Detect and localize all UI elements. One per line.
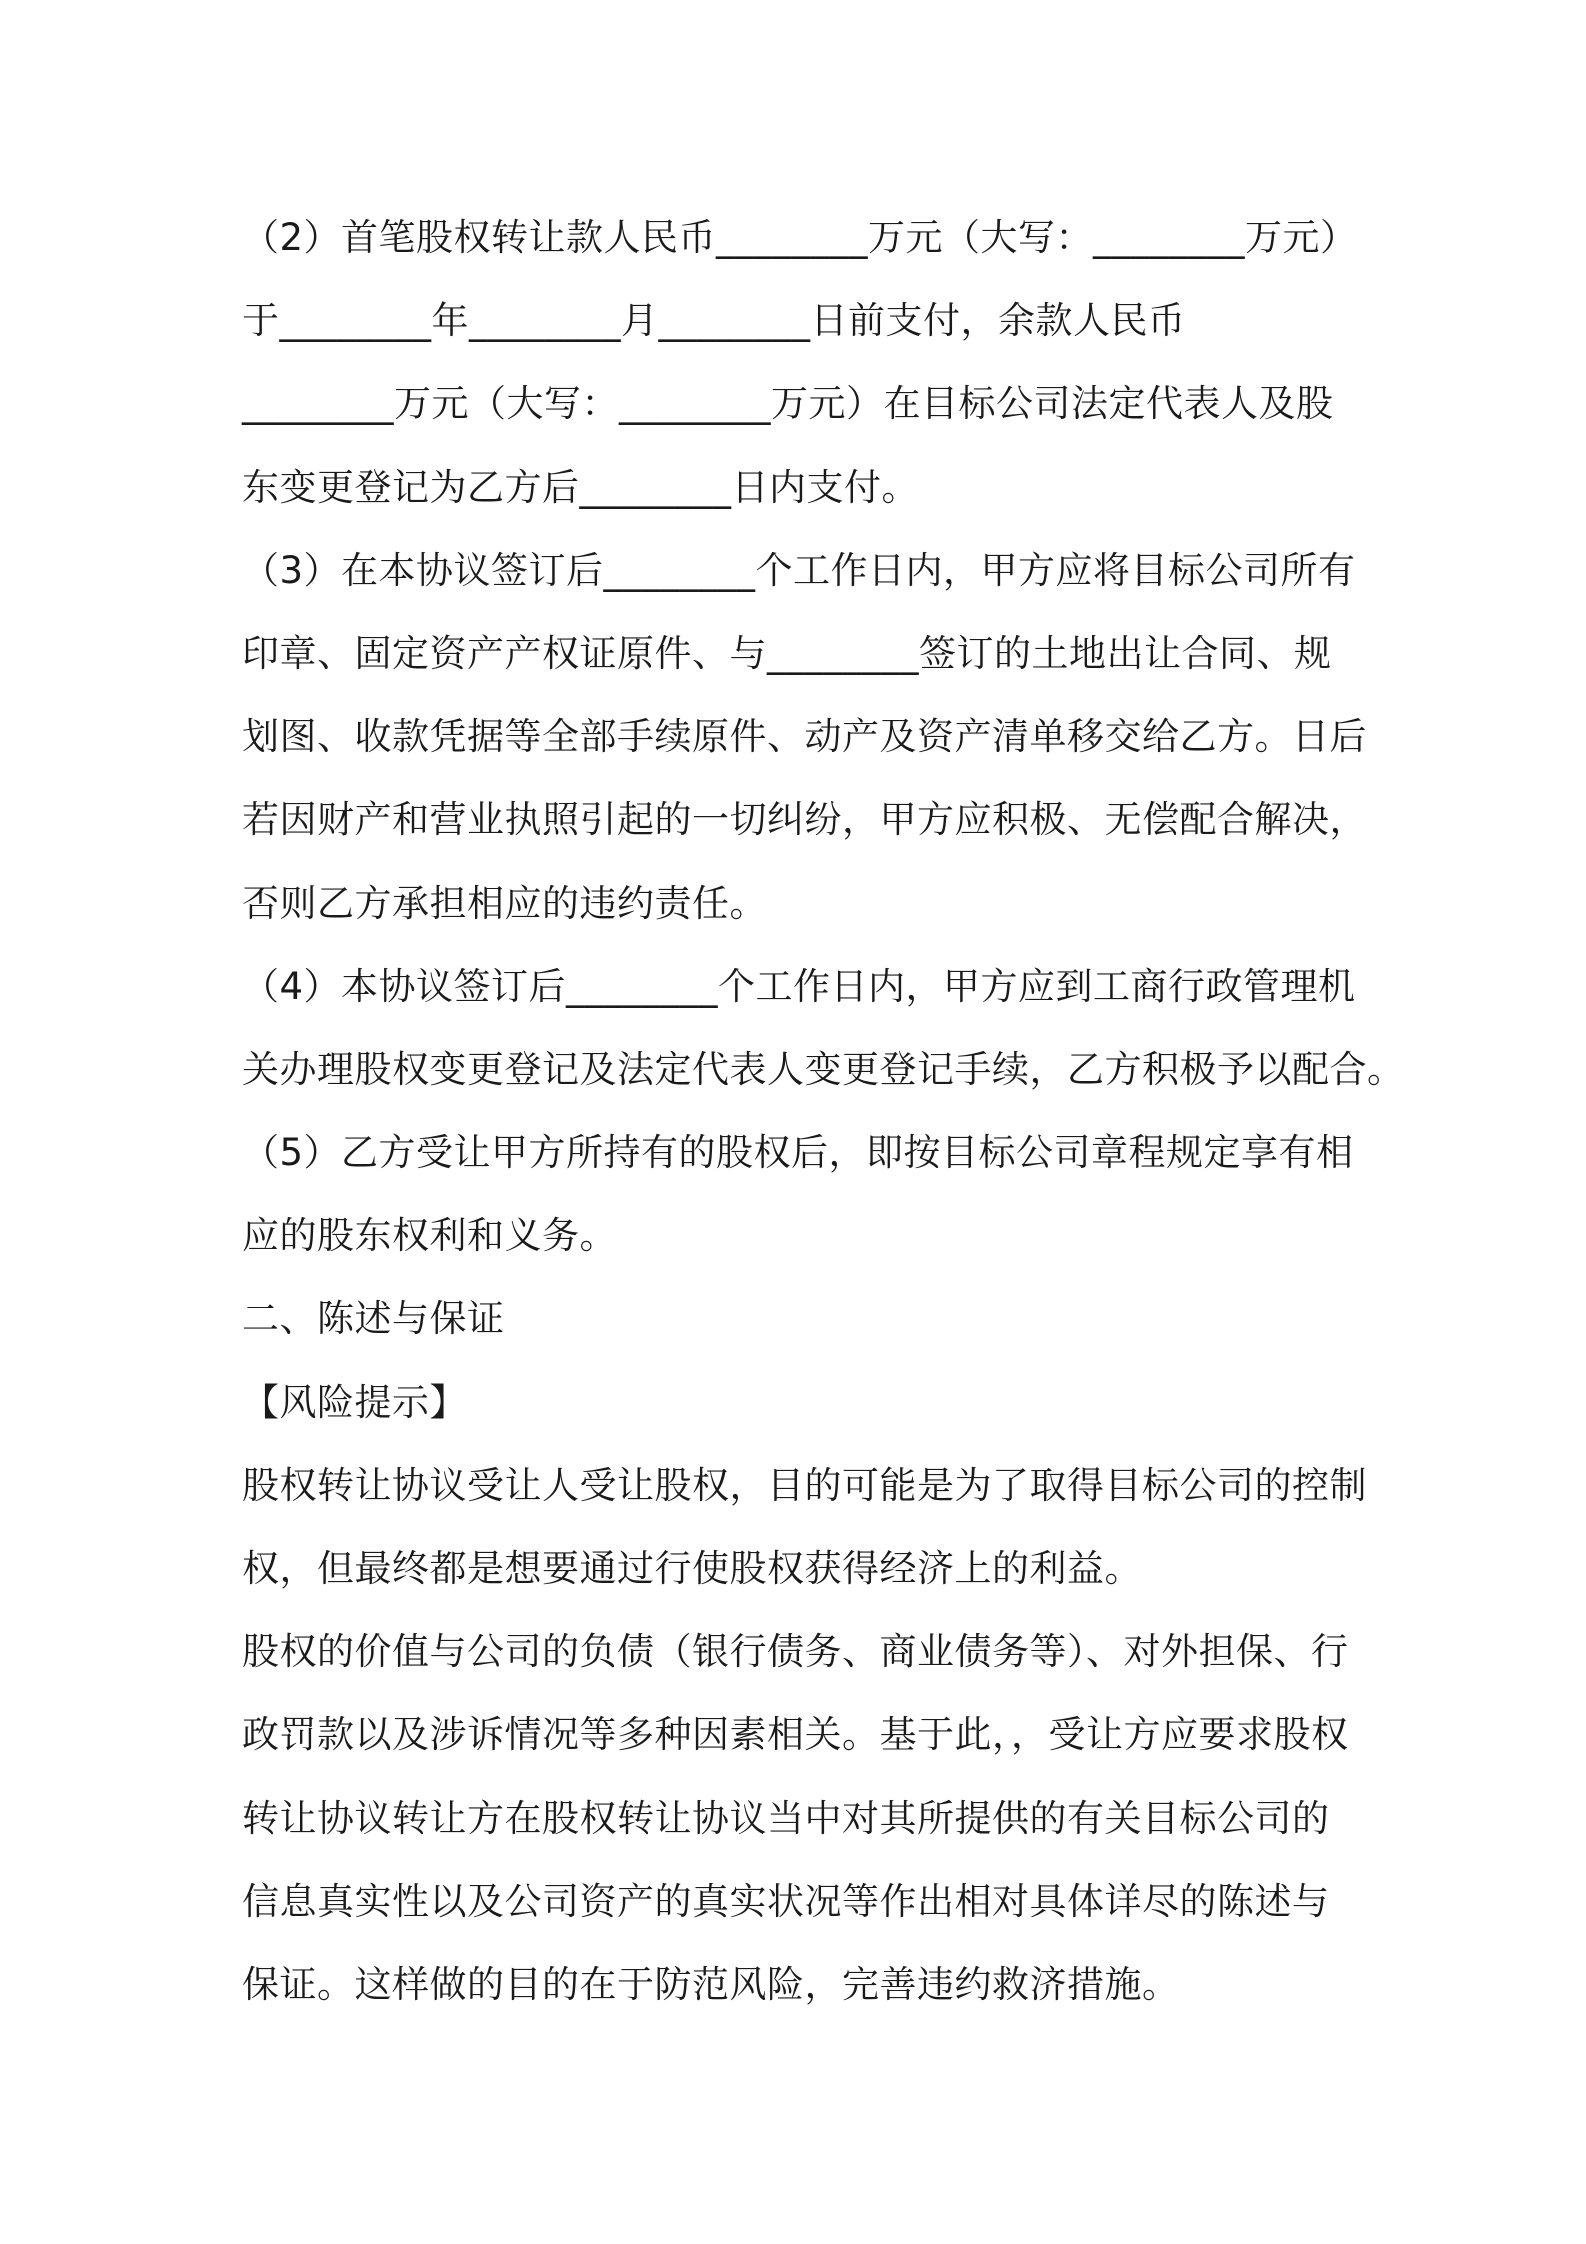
risk-notice-heading: 【风险提示】 [242, 1380, 467, 1424]
text-line: 于________年________月________日前支付，余款人民币 [242, 299, 1186, 343]
text-line: 股权转让协议受让人受让股权，目的可能是为了取得目标公司的控制 [242, 1463, 1367, 1507]
text-line: 政罚款以及涉诉情况等多种因素相关。基于此，，受让方应要求股权 [242, 1713, 1349, 1757]
text-line: 股权的价值与公司的负债（银行债务、商业债务等）、对外担保、行 [242, 1630, 1349, 1674]
section-heading: 二、陈述与保证 [242, 1297, 505, 1341]
text-line: 印章、固定资产产权证原件、与________签订的土地出让合同、规 [242, 631, 1332, 675]
text-line: 若因财产和营业执照引起的一切纠纷，甲方应积极、无偿配合解决， [242, 798, 1367, 842]
text-line: （4）本协议签订后________个工作日内，甲方应到工商行政管理机 [242, 964, 1356, 1008]
text-line: 转让协议转让方在股权转让协议当中对其所提供的有关目标公司的 [242, 1796, 1330, 1840]
document-body [242, 196, 1405, 2026]
text-line: 应的股东权利和义务。 [242, 1214, 617, 1258]
text-line: （3）在本协议签订后________个工作日内，甲方应将目标公司所有 [242, 548, 1356, 592]
text-line: 信息真实性以及公司资产的真实状况等作出相对具体详尽的陈述与 [242, 1879, 1330, 1923]
text-line: ________万元（大写：________万元）在目标公司法定代表人及股 [242, 382, 1334, 426]
text-line: 划图、收款凭据等全部手续原件、动产及资产清单移交给乙方。日后 [242, 715, 1367, 759]
text-line: 否则乙方承担相应的违约责任。 [242, 881, 767, 925]
text-line: 保证。这样做的目的在于防范风险，完善违约救济措施。 [242, 1962, 1180, 2006]
text-line: 关办理股权变更登记及法定代表人变更登记手续，乙方积极予以配合。 [242, 1047, 1405, 1091]
text-line: （5）乙方受让甲方所持有的股权后，即按目标公司章程规定享有相 [242, 1131, 1354, 1175]
text-line: （2）首笔股权转让款人民币________万元（大写：________万元） [242, 216, 1358, 259]
text-line: 权，但最终都是想要通过行使股权获得经济上的利益。 [242, 1547, 1142, 1590]
text-line: 东变更登记为乙方后________日内支付。 [242, 465, 919, 509]
